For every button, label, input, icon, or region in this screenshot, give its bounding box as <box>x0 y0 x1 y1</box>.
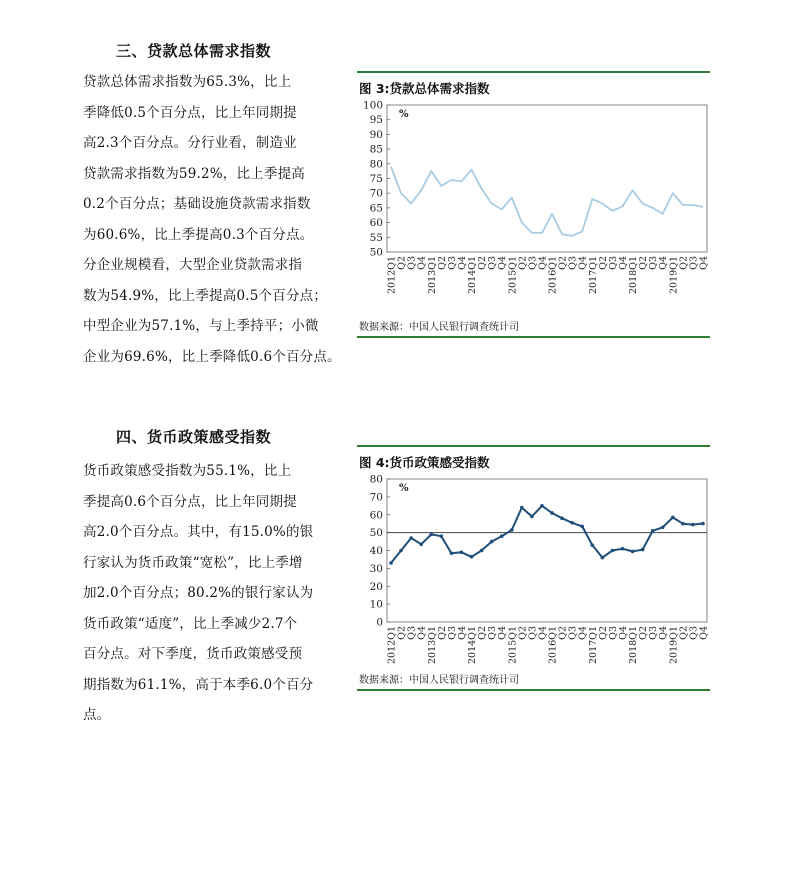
x-tick-label: Q2 <box>477 256 489 270</box>
data-point <box>601 556 605 560</box>
figure-title: 图 4:货币政策感受指数 <box>359 455 490 470</box>
x-tick-label: Q3 <box>607 626 619 640</box>
figure-loan-demand <box>357 71 710 341</box>
data-point <box>500 534 504 538</box>
x-tick-label: 2017Q1 <box>587 256 599 295</box>
x-tick-label: Q3 <box>446 256 458 270</box>
y-tick-label: 100 <box>362 99 383 112</box>
x-tick-label: 2012Q1 <box>386 256 398 295</box>
y-tick-label: 95 <box>369 114 383 127</box>
data-point <box>550 511 554 515</box>
x-tick-label: Q4 <box>617 256 629 270</box>
x-tick-label: Q2 <box>638 626 650 640</box>
x-tick-label: Q3 <box>527 256 539 270</box>
y-tick-label: 10 <box>369 598 383 611</box>
x-tick-label: 2017Q1 <box>587 626 599 665</box>
data-point <box>661 525 665 529</box>
x-tick-label: Q2 <box>436 256 448 270</box>
figure-title: 图 3:贷款总体需求指数 <box>359 81 490 96</box>
data-point <box>440 534 444 538</box>
data-point <box>470 555 474 559</box>
x-tick-label: Q2 <box>557 626 569 640</box>
y-tick-label: 55 <box>369 231 383 244</box>
data-point <box>389 561 393 565</box>
x-tick-label: 2015Q1 <box>507 256 519 295</box>
figure-monetary-policy <box>357 445 710 693</box>
y-tick-label: 80 <box>369 473 383 486</box>
x-tick-label: Q4 <box>658 256 670 270</box>
x-tick-label: Q4 <box>456 256 468 270</box>
paragraph-line: 0.2个百分点；基础设施贷款需求指数 <box>83 196 311 212</box>
y-tick-label: 30 <box>369 562 383 575</box>
data-point <box>590 543 594 547</box>
y-tick-label: 70 <box>369 491 383 504</box>
x-tick-label: Q3 <box>487 256 499 270</box>
series-line <box>391 506 703 563</box>
data-point <box>681 522 685 526</box>
paragraph-line: 贷款需求指数为59.2%，比上季提高 <box>83 165 305 182</box>
x-tick-label: 2014Q1 <box>467 256 479 295</box>
x-tick-label: Q3 <box>688 626 700 640</box>
x-tick-label: Q3 <box>688 256 700 270</box>
x-tick-label: Q2 <box>517 626 529 640</box>
x-tick-label: 2015Q1 <box>507 626 519 665</box>
paragraph-line: 季提高0.6个百分点，比上年同期提 <box>83 493 297 510</box>
figure-bottom-rule <box>357 689 710 691</box>
data-point <box>450 551 454 555</box>
data-point <box>520 506 524 510</box>
data-point <box>480 549 484 553</box>
y-tick-label: 70 <box>369 187 383 200</box>
x-tick-label: Q2 <box>557 256 569 270</box>
y-tick-label: 75 <box>369 173 383 185</box>
x-tick-label: Q3 <box>607 256 619 270</box>
paragraph-line: 货币政策“适度”，比上季减少2.7个 <box>83 615 298 632</box>
unit-label: % <box>399 109 409 120</box>
data-point <box>691 523 695 527</box>
plot-frame <box>387 105 707 252</box>
x-tick-label: 2016Q1 <box>547 626 559 665</box>
x-tick-label: Q3 <box>527 626 539 640</box>
data-point <box>399 549 403 553</box>
data-point <box>621 547 625 551</box>
x-tick-label: Q3 <box>648 626 660 640</box>
x-tick-label: Q3 <box>648 256 660 270</box>
figure-top-rule <box>357 445 710 447</box>
paragraph-line: 货币政策感受指数为55.1%，比上 <box>83 463 292 479</box>
figure-source: 数据来源：中国人民银行调查统计司 <box>359 322 519 333</box>
x-tick-label: 2018Q1 <box>628 256 640 295</box>
x-tick-label: Q4 <box>416 626 428 640</box>
y-tick-label: 80 <box>369 158 383 171</box>
x-tick-label: Q3 <box>406 256 418 270</box>
x-tick-label: Q2 <box>678 256 690 270</box>
section-heading-monetary-policy: 四、货币政策感受指数 <box>116 428 272 446</box>
y-tick-label: 65 <box>369 202 383 215</box>
paragraph-line: 企业为69.6%，比上季降低0.6个百分点。 <box>83 348 341 365</box>
y-tick-label: 20 <box>369 580 383 593</box>
y-tick-label: 60 <box>369 217 383 230</box>
x-tick-label: Q4 <box>577 626 589 640</box>
x-tick-label: Q4 <box>416 256 428 270</box>
paragraph-line: 加2.0个百分点；80.2%的银行家认为 <box>83 585 314 601</box>
x-tick-label: 2018Q1 <box>628 626 640 665</box>
x-tick-label: Q2 <box>678 626 690 640</box>
y-tick-label: 0 <box>376 616 383 629</box>
series-line <box>391 167 703 236</box>
x-tick-label: Q2 <box>436 626 448 640</box>
x-tick-label: Q3 <box>487 626 499 640</box>
section-heading-loan-demand: 三、贷款总体需求指数 <box>116 42 272 60</box>
figure-source: 数据来源：中国人民银行调查统计司 <box>359 675 519 686</box>
x-tick-label: Q3 <box>567 256 579 270</box>
data-point <box>611 549 615 553</box>
data-point <box>631 550 635 554</box>
paragraph-line: 分企业规模看，大型企业贷款需求指 <box>83 257 303 273</box>
data-point <box>460 550 464 554</box>
data-point <box>490 540 494 544</box>
x-tick-label: Q4 <box>497 256 509 270</box>
paragraph-line: 季降低0.5个百分点，比上年同期提 <box>83 104 297 121</box>
y-tick-label: 50 <box>369 246 383 259</box>
y-tick-label: 40 <box>369 545 383 557</box>
x-tick-label: Q4 <box>537 626 549 640</box>
x-tick-label: Q2 <box>517 256 529 270</box>
y-tick-label: 50 <box>369 527 383 540</box>
x-tick-label: Q4 <box>658 626 670 640</box>
x-tick-label: 2014Q1 <box>467 626 479 665</box>
y-tick-label: 60 <box>369 509 383 522</box>
paragraph-monetary-policy <box>83 456 349 731</box>
data-point <box>641 548 645 552</box>
paragraph-line: 点。 <box>83 707 111 723</box>
x-tick-label: Q4 <box>577 256 589 270</box>
loan-demand-chart <box>357 99 710 314</box>
x-tick-label: 2016Q1 <box>547 256 559 295</box>
figure-top-rule <box>357 71 710 73</box>
x-tick-label: Q4 <box>497 626 509 640</box>
paragraph-line: 期指数为61.1%，高于本季6.0个百分 <box>83 676 314 693</box>
paragraph-line: 为60.6%，比上季提高0.3个百分点。 <box>83 226 314 243</box>
data-point <box>540 504 544 508</box>
data-point <box>560 517 564 521</box>
x-tick-label: Q2 <box>597 256 609 270</box>
x-tick-label: Q3 <box>406 626 418 640</box>
x-tick-label: 2013Q1 <box>426 256 438 295</box>
paragraph-line: 贷款总体需求指数为65.3%，比上 <box>83 74 292 90</box>
x-tick-label: Q2 <box>396 626 408 640</box>
paragraph-line: 百分点。对下季度，货币政策感受预 <box>83 646 303 662</box>
data-point <box>409 536 413 540</box>
paragraph-line: 中型企业为57.1%，与上季持平；小微 <box>83 318 319 334</box>
x-tick-label: Q4 <box>698 256 710 270</box>
monetary-policy-chart <box>357 473 710 671</box>
data-point <box>429 533 433 537</box>
x-tick-label: Q4 <box>617 626 629 640</box>
y-tick-label: 90 <box>369 128 383 141</box>
x-tick-label: 2012Q1 <box>386 626 398 665</box>
data-point <box>651 529 655 533</box>
x-tick-label: Q4 <box>537 256 549 270</box>
x-tick-label: 2019Q1 <box>668 256 680 295</box>
plot-frame <box>387 479 707 622</box>
x-tick-label: 2019Q1 <box>668 626 680 665</box>
paragraph-loan-demand <box>83 67 349 372</box>
y-tick-label: 85 <box>369 143 383 156</box>
x-tick-label: Q4 <box>456 626 468 640</box>
x-tick-label: Q2 <box>638 256 650 270</box>
data-point <box>701 522 705 526</box>
paragraph-line: 行家认为货币政策“宽松”，比上季增 <box>83 554 303 571</box>
x-tick-label: 2013Q1 <box>426 626 438 665</box>
data-point <box>580 525 584 529</box>
data-point <box>570 521 574 525</box>
x-tick-label: Q2 <box>396 256 408 270</box>
x-tick-label: Q2 <box>597 626 609 640</box>
x-tick-label: Q3 <box>567 626 579 640</box>
data-point <box>419 542 423 546</box>
data-point <box>671 516 675 520</box>
data-point <box>530 515 534 519</box>
paragraph-line: 高2.3个百分点。分行业看，制造业 <box>83 135 297 151</box>
figure-bottom-rule <box>357 336 710 338</box>
paragraph-line: 数为54.9%，比上季提高0.5个百分点； <box>83 287 328 304</box>
data-point <box>510 528 514 532</box>
x-tick-label: Q4 <box>698 626 710 640</box>
unit-label: % <box>399 483 409 494</box>
paragraph-line: 高2.0个百分点。其中，有15.0%的银 <box>83 524 314 540</box>
x-tick-label: Q3 <box>446 626 458 640</box>
x-tick-label: Q2 <box>477 626 489 640</box>
